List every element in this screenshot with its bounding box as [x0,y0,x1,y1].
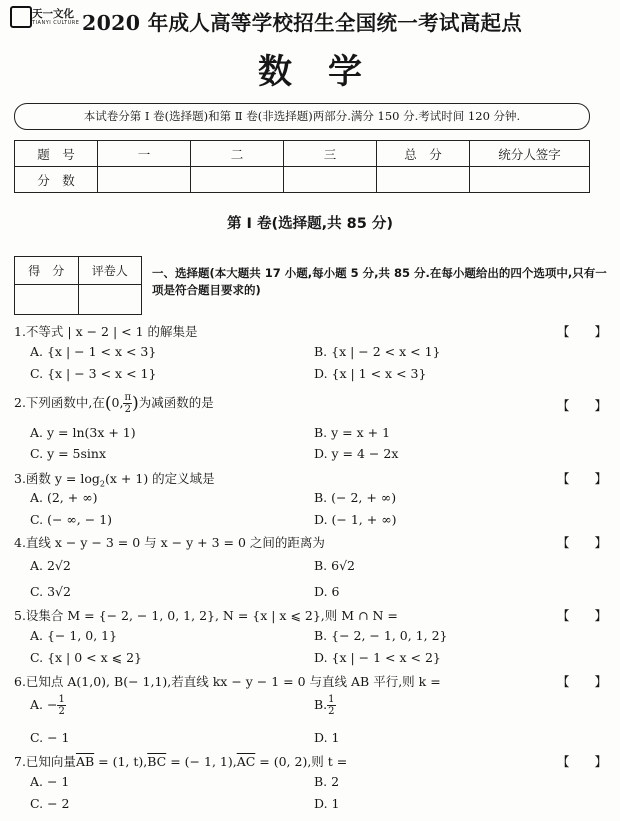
stem-part: 2.下列函数中,在 [14,395,105,410]
question-stem [14,469,215,489]
option-d: D. 6 [314,584,340,599]
publisher-logo [10,6,80,32]
fraction-numerator: 1 [328,694,335,705]
score-blank [377,167,470,193]
option-d: D. 1 [314,730,340,745]
score-cell: 总 分 [377,141,470,167]
option-a: A. y = ln(3x + 1) [30,425,136,440]
option-c: C. {x | − 3 < x < 1} [30,366,157,381]
option-a [30,694,66,717]
question-stem: 1.不等式 | x − 2 | < 1 的解集是 [14,324,198,339]
answer-bracket: 【 】 [557,471,608,486]
fraction-denominator: 2 [328,706,335,717]
stem-part: (x + 1) 的定义域是 [105,471,215,486]
option-c: C. {x | 0 < x ⩽ 2} [30,650,142,665]
section-title: 第 Ⅰ 卷(选择题,共 85 分) [226,216,394,232]
score-table-value-row [15,167,590,193]
option-prefix: A. − [30,697,58,712]
score-blank [284,167,377,193]
grader-blank [78,285,142,315]
option-c: C. (− ∞, − 1) [30,512,113,527]
stem-part: = (− 1, 1), [170,754,237,769]
option-d: D. {x | − 1 < x < 2} [314,650,441,665]
fraction-denominator: 2 [58,706,65,717]
exam-title: 2020 年成人高等学校招生全国统一考试高起点 [82,11,523,35]
fraction [57,694,65,717]
answer-bracket: 【 】 [557,535,608,550]
stem-part: = (1, t), [98,754,148,769]
question-stem: 2.下列函数中,在(0, $\frac{\pi}{2}$ )为减函数的是 [14,392,214,415]
score-cell: 三 [284,141,377,167]
option-b [314,694,336,717]
score-cell: 一 [98,141,191,167]
fraction-numerator: π [124,392,132,403]
option-c: C. y = 5sinx [30,446,107,461]
answer-bracket: 【 】 [557,398,608,413]
fraction-numerator: 1 [58,694,65,705]
option-b: B. {x | − 2 < x < 1} [314,344,441,359]
subject-title: 数学 [258,52,398,92]
option-a: A. {− 1, 0, 1} [30,628,118,643]
logo-subtext: TIANYI CULTURE [32,20,80,26]
exam-notice: 本试卷分第 Ⅰ 卷(选择题)和第 Ⅱ 卷(非选择题)两部分.满分 150 分.考试时间 120 分钟. [14,103,590,130]
logo-text: 天一文化 [32,8,74,20]
stem-part: = (0, 2),则 t = [259,754,348,769]
part-heading: 一、选择题(本大题共 17 小题,每小题 5 分,共 85 分.在每小题给出的四个选项中,只有一项是符合题目要求的) [152,266,607,297]
score-cell: 题 号 [15,141,98,167]
option-a: A. {x | − 1 < x < 3} [30,344,157,359]
score-blank [470,167,590,193]
logo-mark-icon [10,6,32,28]
score-table-header-row [15,141,590,167]
option-b: B. (− 2, + ∞) [314,490,397,505]
option-b: B. y = x + 1 [314,425,391,440]
option-b: B. {− 2, − 1, 0, 1, 2} [314,628,448,643]
fraction-denominator: 2 [124,404,131,415]
grader-table [14,256,142,315]
option-d: D. y = 4 − 2x [314,446,399,461]
stem-part: 3.函数 y = log [14,471,100,486]
option-b: B. 2 [314,774,340,789]
score-cell: 分 数 [15,167,98,193]
log-base: 2 [99,479,106,489]
answer-bracket: 【 】 [557,754,608,769]
question-stem: 4.直线 x − y − 3 = 0 与 x − y + 3 = 0 之间的距离为 [14,535,325,550]
vector-ac: $\overline{AC}$ [236,754,256,769]
option-d: D. {x | 1 < x < 3} [314,366,427,381]
answer-bracket: 【 】 [557,324,608,339]
option-a: A. 2√2 [30,558,71,573]
grader-cell: 得 分 [15,257,79,285]
fraction [327,694,335,717]
option-prefix: B. [314,697,328,712]
option-c: C. − 2 [30,796,70,811]
stem-part: 7.已知向量 [14,754,76,769]
vector-bc: $\overline{BC}$ [147,754,167,769]
option-b: B. 6√2 [314,558,356,573]
vector-ab: $\overline{AB}$ [75,754,95,769]
option-a: A. − 1 [30,774,70,789]
score-table [14,140,590,193]
score-cell: 统分人签字 [470,141,590,167]
option-c: C. − 1 [30,730,70,745]
score-cell: 二 [191,141,284,167]
answer-bracket: 【 】 [557,608,608,623]
option-d: D. 1 [314,796,340,811]
option-a: A. (2, + ∞) [30,490,98,505]
option-d: D. (− 1, + ∞) [314,512,397,527]
answer-bracket: 【 】 [557,674,608,689]
grader-cell: 评卷人 [78,257,142,285]
fraction [123,392,132,415]
score-blank [191,167,284,193]
grader-blank [15,285,79,315]
option-c: C. 3√2 [30,584,71,599]
question-stem: 6.已知点 A(1,0), B(− 1,1),若直线 kx − y − 1 = 0 与直线 AB 平行,则 k = [14,674,441,689]
question-stem [14,752,347,770]
question-stem: 5.设集合 M = {− 2, − 1, 0, 1, 2}, N = {x | x ⩽ 2},则 M ∩ N = [14,608,398,623]
stem-part: 为减函数的是 [138,395,214,410]
score-blank [98,167,191,193]
